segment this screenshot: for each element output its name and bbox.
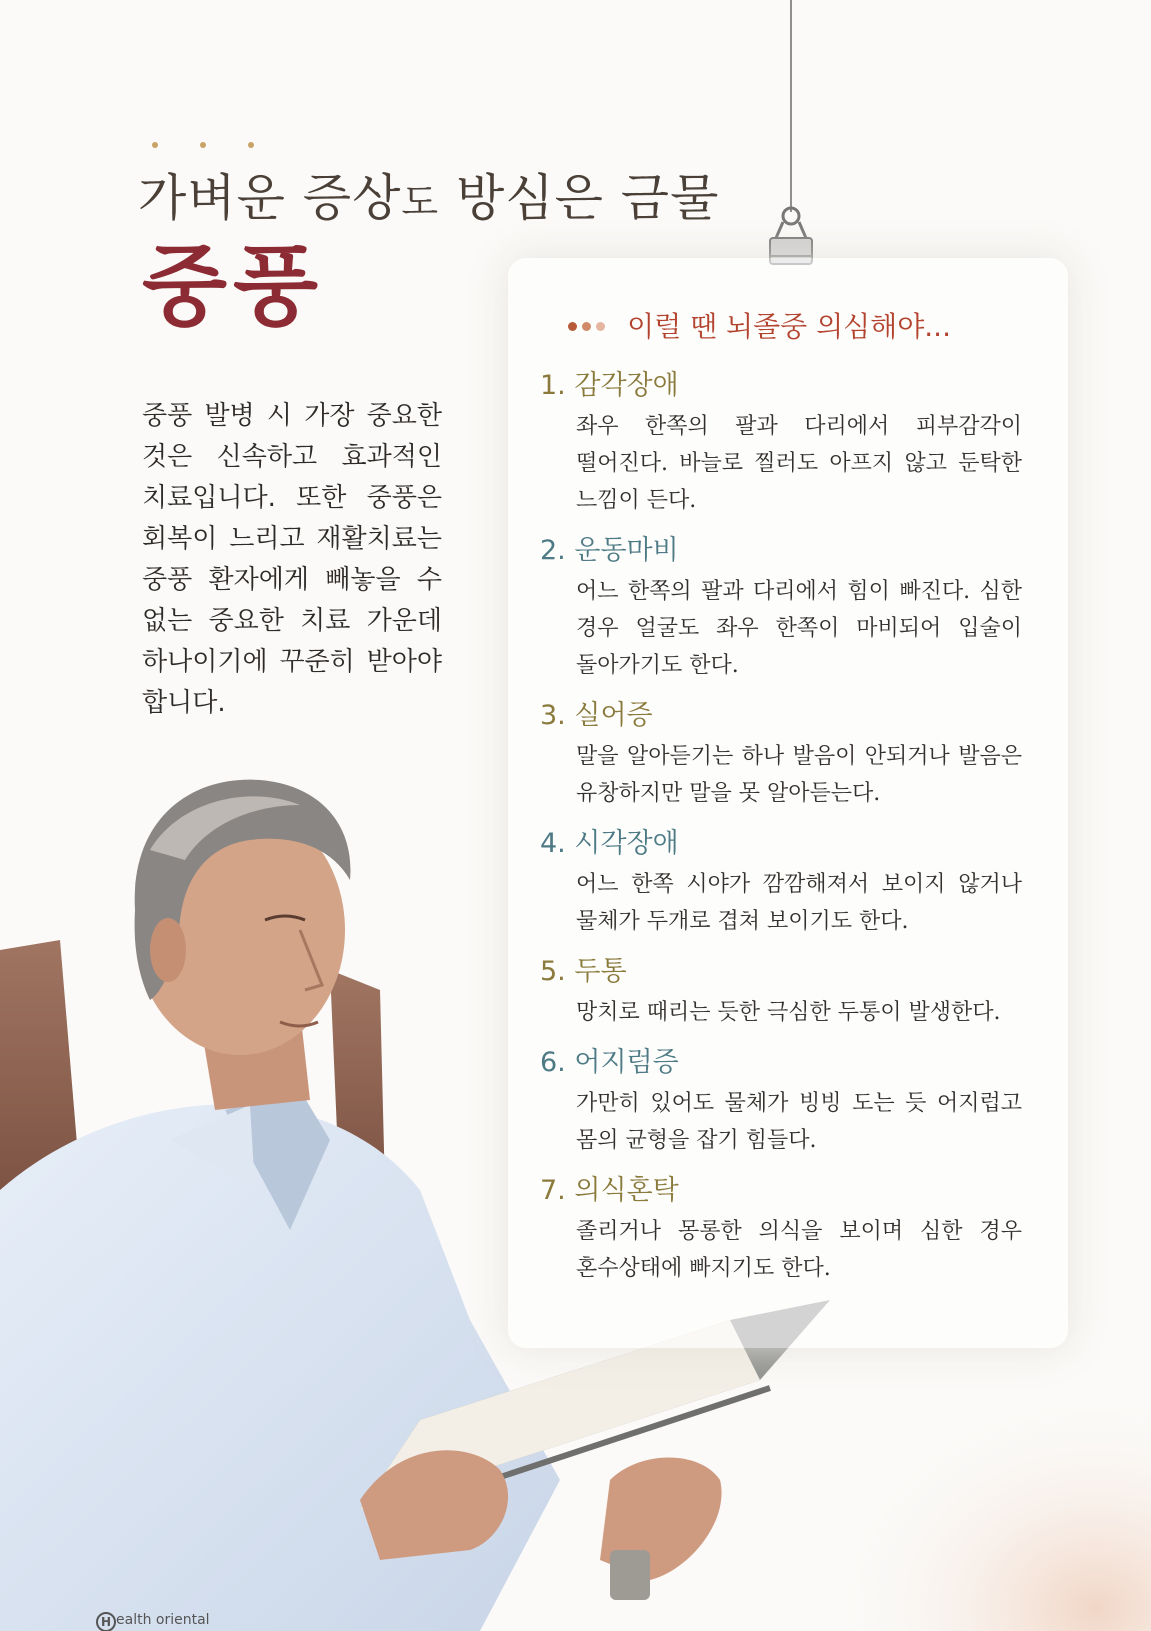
symptom-name: 운동마비 — [574, 535, 679, 566]
symptom-name: 감각장애 — [574, 370, 679, 401]
symptom-heading — [540, 1173, 1020, 1209]
symptom-name: 실어증 — [574, 700, 653, 731]
page-title: 중풍 — [142, 234, 325, 338]
hanging-string — [790, 0, 792, 212]
symptom-item — [540, 698, 1020, 812]
panel-header — [568, 305, 951, 345]
symptom-item — [540, 826, 1020, 940]
symptom-list — [540, 368, 1020, 1301]
symptom-heading — [540, 533, 1020, 569]
symptom-name: 두통 — [574, 956, 627, 987]
headline-rest: 방심은 금물 — [439, 169, 720, 227]
panel-title: 이럴 땐 뇌졸중 의심해야... — [627, 310, 951, 343]
headline — [138, 158, 719, 230]
symptom-number: 4. — [540, 828, 566, 859]
symptom-name: 시각장애 — [574, 828, 679, 859]
footer-logo — [96, 1612, 210, 1631]
symptom-name: 어지럼증 — [574, 1047, 679, 1078]
symptom-heading — [540, 826, 1020, 862]
logo-text: ealth oriental — [116, 1612, 210, 1628]
symptom-number: 7. — [540, 1175, 566, 1206]
bullet-dots-icon — [568, 316, 610, 335]
symptom-number: 6. — [540, 1047, 566, 1078]
symptom-description: 졸리거나 몽롱한 의식을 보이며 심한 경우 혼수상태에 빠지기도 한다. — [576, 1219, 1022, 1281]
symptom-number: 2. — [540, 535, 566, 566]
symptom-item — [540, 1045, 1020, 1159]
symptom-item — [540, 1173, 1020, 1287]
symptom-item — [540, 533, 1020, 684]
symptom-heading — [540, 954, 1020, 990]
emphasis-dots — [152, 142, 262, 150]
symptom-item — [540, 954, 1020, 1031]
symptom-number: 5. — [540, 956, 566, 987]
headline-main: 가벼운 증상 — [138, 169, 402, 227]
symptom-description: 어느 한쪽의 팔과 다리에서 힘이 빠진다. 심한 경우 얼굴도 좌우 한쪽이 마비되어 입술이 돌아가기도 한다. — [576, 579, 1022, 678]
symptom-number: 1. — [540, 370, 566, 401]
symptom-name: 의식혼탁 — [574, 1175, 679, 1206]
symptom-description: 좌우 한쪽의 팔과 다리에서 피부감각이 떨어진다. 바늘로 찔러도 아프지 않고 둔탁한 느낌이 든다. — [576, 414, 1022, 513]
symptom-description: 어느 한쪽 시야가 깜깜해져서 보이지 않거나 물체가 두개로 겹쳐 보이기도 한다. — [576, 872, 1022, 934]
symptom-description: 망치로 때리는 듯한 극심한 두통이 발생한다. — [576, 1000, 1001, 1025]
symptom-item — [540, 368, 1020, 519]
intro-paragraph: 중풍 발병 시 가장 중요한 것은 신속하고 효과적인 치료입니다. 또한 중풍은 회복이 느리고 재활치료는 중풍 환자에게 빼놓을 수 없는 중요한 치료 가운데 하나이기에 꾸준히 받아야 합니다. — [142, 401, 442, 718]
symptom-heading — [540, 1045, 1020, 1081]
logo-mark: H — [96, 1612, 116, 1631]
symptom-heading — [540, 698, 1020, 734]
symptom-heading — [540, 368, 1020, 404]
symptom-description: 말을 알아듣기는 하나 발음이 안되거나 발음은 유창하지만 말을 못 알아듣는다. — [576, 744, 1022, 806]
headline-particle: 도 — [401, 180, 440, 224]
symptom-description: 가만히 있어도 물체가 빙빙 도는 듯 어지럽고 몸의 균형을 잡기 힘들다. — [576, 1091, 1022, 1153]
symptom-number: 3. — [540, 700, 566, 731]
